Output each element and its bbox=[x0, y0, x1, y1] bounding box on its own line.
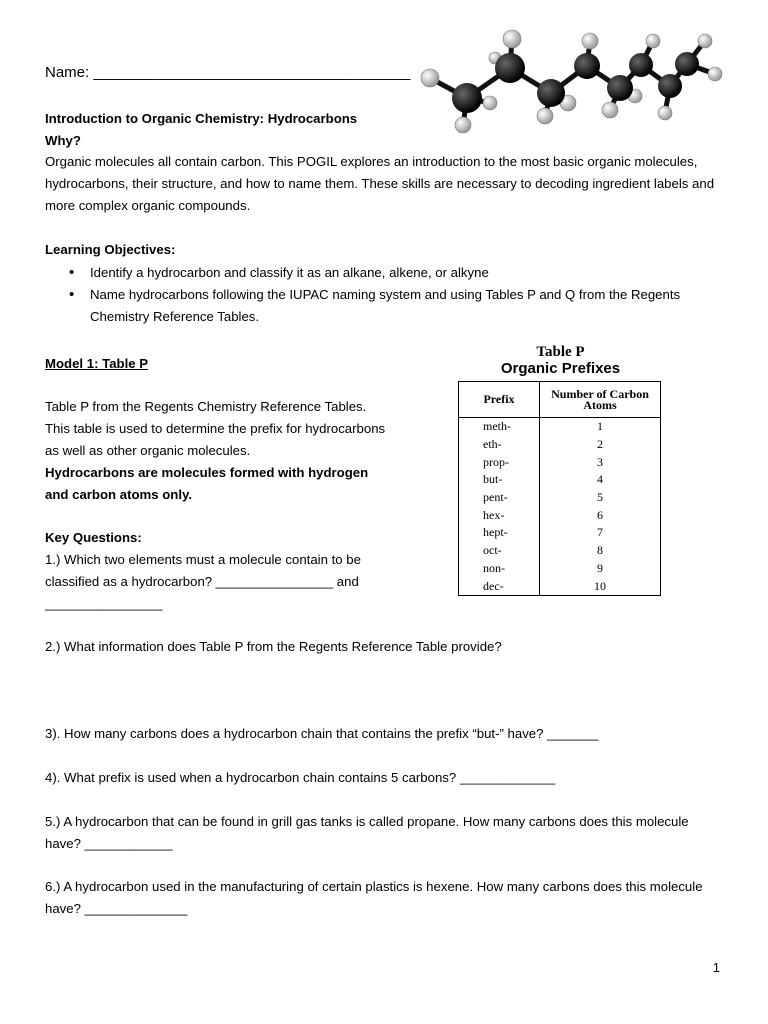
prefix-cell: eth- bbox=[459, 436, 540, 454]
number-cell: 8 bbox=[540, 542, 661, 560]
model-description: Table P from the Regents Chemistry Reference Tables. This table is used to determine the prefix for hydrocarbons as well as other organic molecules. bbox=[45, 399, 386, 458]
why-paragraph: Organic molecules all contain carbon. This POGIL explores an introduction to the most basic organic molecules, hydrocarbons, their structure, and how to name them. These skills are necessary to decoding ingredient labels and more complex organic compounds. bbox=[45, 154, 715, 213]
table-row bbox=[459, 453, 661, 471]
prefix-cell: dec- bbox=[459, 577, 540, 595]
table-row bbox=[459, 560, 661, 578]
objective-item: • Identify a hydrocarbon and classify it as an alkane, alkene, or alkyne bbox=[45, 262, 725, 284]
question-6: 6.) A hydrocarbon used in the manufacturing of certain plastics is hexene. How many carbons does this molecule have? ______________ bbox=[45, 879, 703, 916]
table-row bbox=[459, 436, 661, 454]
table-row bbox=[459, 524, 661, 542]
objectives-list bbox=[45, 262, 725, 328]
table-row bbox=[459, 577, 661, 595]
table-subtitle: Organic Prefixes bbox=[500, 360, 621, 377]
why-heading: Why? bbox=[45, 133, 81, 148]
page-number: 1 bbox=[712, 960, 720, 975]
table-row bbox=[459, 542, 661, 560]
name-field: Name: ______________________________________ bbox=[45, 64, 411, 81]
number-cell: 3 bbox=[540, 453, 661, 471]
table-row bbox=[459, 506, 661, 524]
objectives-heading: Learning Objectives: bbox=[45, 242, 176, 257]
prefix-cell: oct- bbox=[459, 542, 540, 560]
question-5: 5.) A hydrocarbon that can be found in grill gas tanks is called propane. How many carbons does this molecule have? ____________ bbox=[45, 814, 689, 851]
model-heading: Model 1: Table P bbox=[45, 356, 149, 371]
number-cell: 10 bbox=[540, 577, 661, 595]
question-1: 1.) Which two elements must a molecule contain to be classified as a hydrocarbon? ________________ and ________________ bbox=[45, 552, 361, 611]
prefix-cell: non- bbox=[459, 560, 540, 578]
number-cell: 9 bbox=[540, 560, 661, 578]
question-4: 4). What prefix is used when a hydrocarbon chain contains 5 carbons? _____________ bbox=[45, 770, 556, 785]
number-cell: 6 bbox=[540, 506, 661, 524]
prefix-cell: prop- bbox=[459, 453, 540, 471]
number-cell: 5 bbox=[540, 489, 661, 507]
question-2: 2.) What information does Table P from the Regents Reference Table provide? bbox=[45, 639, 502, 654]
table-title: Table P bbox=[536, 344, 585, 360]
table-row bbox=[459, 418, 661, 436]
number-cell: 2 bbox=[540, 436, 661, 454]
key-questions-heading: Key Questions: bbox=[45, 530, 142, 545]
prefix-cell: but- bbox=[459, 471, 540, 489]
organic-prefixes-table bbox=[458, 381, 661, 596]
table-header-row bbox=[459, 382, 661, 418]
number-cell: 7 bbox=[540, 524, 661, 542]
prefix-cell: pent- bbox=[459, 489, 540, 507]
table-row bbox=[459, 471, 661, 489]
objective-item: • Name hydrocarbons following the IUPAC naming system and using Tables P and Q from the Regents Chemistry Reference Tables. bbox=[45, 284, 725, 328]
number-cell: 4 bbox=[540, 471, 661, 489]
hydrocarbon-definition: Hydrocarbons are molecules formed with hydrogen and carbon atoms only. bbox=[45, 465, 369, 502]
question-3: 3). How many carbons does a hydrocarbon chain that contains the prefix “but-” have? _______ bbox=[45, 726, 599, 741]
prefix-cell: hept- bbox=[459, 524, 540, 542]
header-prefix: Prefix bbox=[459, 382, 540, 418]
header-number: Number of Carbon Atoms bbox=[540, 382, 661, 418]
document-title: Introduction to Organic Chemistry: Hydrocarbons bbox=[45, 111, 358, 126]
hydrocarbon-molecule-image bbox=[415, 28, 735, 138]
table-row bbox=[459, 489, 661, 507]
number-cell: 1 bbox=[540, 418, 661, 436]
prefix-cell: hex- bbox=[459, 506, 540, 524]
prefix-cell: meth- bbox=[459, 418, 540, 436]
